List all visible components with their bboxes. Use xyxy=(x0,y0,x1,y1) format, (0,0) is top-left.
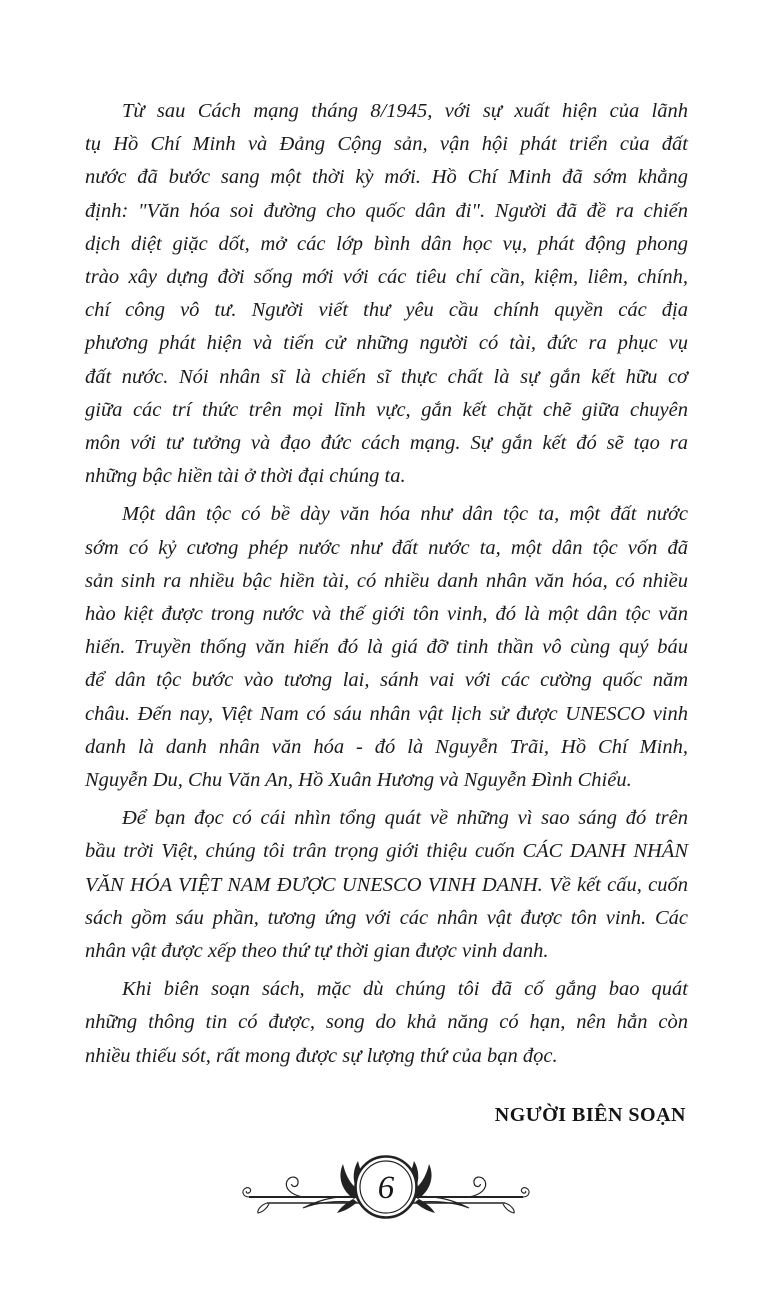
text-line: dịch diệt giặc dốt, mở các lớp bình dân học vụ, phát động phong xyxy=(85,232,688,255)
text-line: hào kiệt được trong nước và thế giới tôn vinh, đó là một dân tộc văn xyxy=(85,603,688,626)
page-number-ornament xyxy=(241,1146,531,1230)
text-line: Nguyễn Du, Chu Văn An, Hồ Xuân Hương và Nguyễn Đình Chiểu. xyxy=(85,769,632,792)
text-line: phương phát hiện và tiến cử những người có tài, đức ra phục vụ xyxy=(85,332,688,355)
text-line: Một dân tộc có bề dày văn hóa như dân tộc ta, một đất nước xyxy=(122,503,688,526)
text-line: Để bạn đọc có cái nhìn tổng quát về những vì sao sáng đó trên xyxy=(122,807,688,830)
text-line: chí công vô tư. Người viết thư yêu cầu chính quyền các địa xyxy=(85,299,688,322)
text-line: nhân vật được xếp theo thứ tự thời gian được vinh danh. xyxy=(85,940,549,963)
text-line: sách gồm sáu phần, tương ứng với các nhân vật được tôn vinh. Các xyxy=(85,906,688,929)
text-line: để dân tộc bước vào tương lai, sánh vai với các cường quốc năm xyxy=(85,669,688,692)
text-line: sản sinh ra nhiều bậc hiền tài, có nhiều danh nhân văn hóa, có nhiều xyxy=(85,569,688,592)
paragraph xyxy=(85,95,688,493)
text-line: VĂN HÓA VIỆT NAM ĐƯỢC UNESCO VINH DANH. Về kết cấu, cuốn xyxy=(85,873,688,896)
text-line: tụ Hồ Chí Minh và Đảng Cộng sản, vận hội phát triển của đất xyxy=(85,133,688,156)
text-line: Khi biên soạn sách, mặc dù chúng tôi đã cố gắng bao quát xyxy=(122,978,688,1001)
text-line: Từ sau Cách mạng tháng 8/1945, với sự xuất hiện của lãnh xyxy=(122,100,688,122)
page-body xyxy=(85,95,688,1073)
text-line: nhiều thiếu sót, rất mong được sự lượng thứ của bạn đọc. xyxy=(85,1044,558,1067)
text-line: giữa các trí thức trên mọi lĩnh vực, gắn kết chặt chẽ giữa chuyên xyxy=(85,398,688,421)
paragraph xyxy=(85,802,688,968)
text-line: danh là danh nhân văn hóa - đó là Nguyễn Trãi, Hồ Chí Minh, xyxy=(85,735,688,758)
ornament-graphic xyxy=(241,1146,531,1230)
text-line: hiến. Truyền thống văn hiến đó là giá đỡ tinh thần vô cùng quý báu xyxy=(85,636,688,659)
paragraph xyxy=(85,498,688,797)
text-line: đất nước. Nói nhân sĩ là chiến sĩ thực chất là sự gắn kết hữu cơ xyxy=(85,365,688,388)
text-line: định: "Văn hóa soi đường cho quốc dân đi". Người đã đề ra chiến xyxy=(85,199,688,222)
text-line: bầu trời Việt, chúng tôi trân trọng giới thiệu cuốn CÁC DANH NHÂN xyxy=(85,840,688,863)
text-line: những bậc hiền tài ở thời đại chúng ta. xyxy=(85,465,406,488)
text-line: trào xây dựng đời sống mới với các tiêu chí cần, kiệm, liêm, chính, xyxy=(85,266,688,289)
text-line: những thông tin có được, song do khả năng có hạn, nên hẳn còn xyxy=(85,1011,688,1034)
page-number: 6 xyxy=(377,1170,395,1206)
text-line: môn với tư tưởng và đạo đức cách mạng. Sự gắn kết đó sẽ tạo ra xyxy=(85,432,688,455)
text-line: nước đã bước sang một thời kỳ mới. Hồ Chí Minh đã sớm khẳng xyxy=(85,166,688,189)
signature: NGƯỜI BIÊN SOẠN xyxy=(494,1104,686,1126)
paragraph xyxy=(85,973,688,1073)
text-line: sớm có kỷ cương phép nước như đất nước ta, một dân tộc vốn đã xyxy=(85,536,688,559)
text-line: châu. Đến nay, Việt Nam có sáu nhân vật lịch sử được UNESCO vinh xyxy=(85,702,688,725)
